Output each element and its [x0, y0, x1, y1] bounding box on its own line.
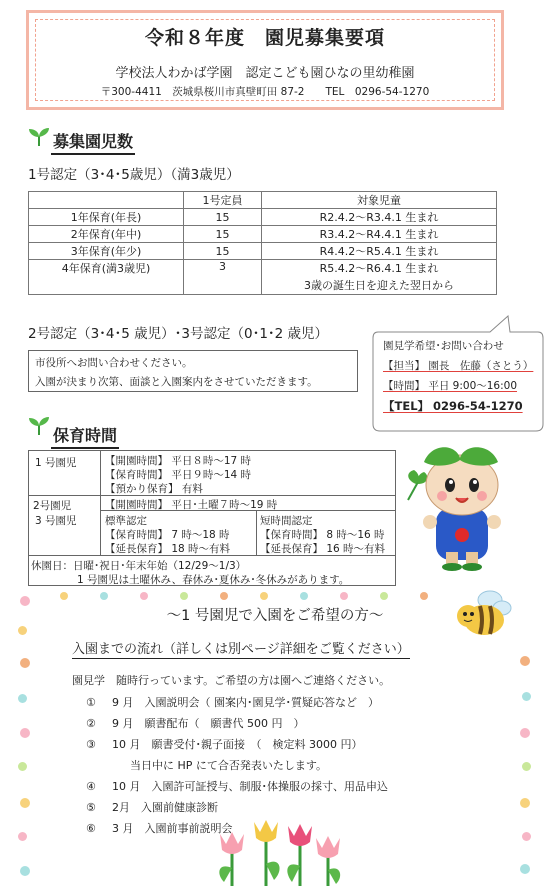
step-number: ③: [86, 738, 96, 751]
g23-open-cell: [101, 496, 395, 511]
row-label: 1年保育(年長): [29, 209, 184, 226]
std-title: 標準認定: [105, 515, 147, 527]
recruit-heading: 募集園児数: [51, 129, 135, 155]
school-name: 学校法人わかば学園 認定こども園ひなの里幼稚園: [115, 66, 415, 81]
deco-dot: [20, 798, 30, 808]
type23-line: 入園が決まり次第、面談と入園案内をさせていただきます。: [35, 376, 318, 388]
g1-line: 【保育時間】 平日９時～14 時: [105, 469, 252, 481]
step-number: ⑥: [86, 822, 96, 835]
page-title: 令和８年度 園児募集要項: [144, 27, 385, 49]
list-item: [86, 694, 388, 715]
row-label: 4年保育(満3歳児): [29, 260, 184, 295]
short-title: 短時間認定: [260, 515, 313, 527]
deco-dot: [300, 592, 308, 600]
table-header-row: [29, 192, 497, 209]
deco-dot: [520, 728, 530, 738]
g1-label: 1 号園児: [35, 457, 77, 469]
step-text: 10 月 入園許可証授与、制服･体操服の採寸、用品申込: [112, 780, 388, 793]
holidays: 休園日：日曜･祝日･年末年始（12/29～1/3）: [31, 560, 247, 572]
list-item: [86, 778, 388, 799]
row-capacity: 15: [184, 209, 262, 226]
step-number: ⑤: [86, 801, 96, 814]
holidays-note: 1 号園児は土曜休み、春休み･夏休み･冬休みがあります。: [77, 574, 350, 586]
type23-heading: 2号認定（3･4･5 歳児）･3号認定（0･1･2 歳児）: [28, 326, 329, 342]
type23-box: [28, 350, 358, 392]
deco-dot: [100, 592, 108, 600]
std-line: 【保育時間】 7 時～18 時: [105, 529, 230, 541]
g1-detail-cell: [101, 451, 395, 496]
list-item: [86, 757, 388, 778]
deco-dot: [260, 592, 268, 600]
step-number: ④: [86, 780, 96, 793]
step-text: 9 月 願書配布（ 願書代 500 円 ）: [112, 717, 305, 730]
contact-tel: 【TEL】 0296-54-1270: [383, 399, 523, 413]
row-target: R2.4.2～R3.4.1 生まれ: [262, 209, 497, 226]
deco-dot: [380, 592, 388, 600]
deco-dot: [220, 592, 228, 600]
admission-heading: ～1 号園児で入園をご希望の方～: [166, 608, 384, 624]
row-target-note: 3歳の誕生日を迎えた翌日から: [304, 279, 454, 292]
g1-line: 【開園時間】 平日８時～17 時: [105, 455, 252, 467]
hours-table: [28, 450, 396, 586]
deco-dot: [18, 762, 27, 771]
step-number: ②: [86, 717, 96, 730]
deco-dot: [180, 592, 188, 600]
short-line: 【保育時間】 8 時～16 時: [260, 529, 385, 541]
table-row: [29, 260, 497, 295]
deco-dot: [20, 866, 30, 876]
deco-dot: [20, 728, 30, 738]
deco-dot: [18, 694, 27, 703]
contact-title: 園見学希望･お問い合わせ: [383, 340, 504, 352]
header-box: [26, 10, 504, 110]
step-text: 9 月 入園説明会（ 園案内･園見学･質疑応答など ）: [112, 696, 379, 709]
short-cell: [257, 511, 395, 556]
table-header-cell: 対象児童: [262, 192, 497, 209]
deco-dot: [522, 762, 531, 771]
mascot-illustration: [398, 440, 520, 572]
g23-label: 3 号園児: [35, 515, 77, 527]
hours-heading: 保育時間: [51, 423, 119, 449]
table-row: [29, 243, 497, 260]
table-row: [29, 226, 497, 243]
row-target-cell: [262, 260, 497, 295]
std-line: 【延長保育】 18 時～有料: [105, 543, 231, 555]
deco-dot: [520, 798, 530, 808]
tulips-illustration: [210, 808, 350, 886]
list-item: [86, 715, 388, 736]
contact-bubble-shape: [370, 312, 550, 437]
g23-open: 【開園時間】 平日･土曜７時～19 時: [105, 499, 278, 511]
g1-label-cell: [29, 451, 101, 496]
std-cell: [101, 511, 257, 556]
row-target: R4.4.2～R5.4.1 生まれ: [262, 243, 497, 260]
admission-intro: 園見学 随時行っています。ご希望の方は園へご連絡ください。: [72, 674, 391, 687]
deco-dot: [520, 864, 530, 874]
deco-dot: [18, 626, 27, 635]
row-capacity: 15: [184, 243, 262, 260]
step-text: 2月 入園前健康診断: [112, 801, 218, 814]
table-header-cell: 1号定員: [184, 192, 262, 209]
contact-person: 【担当】 園長 佐藤（さとう）: [383, 360, 534, 372]
type1-heading: 1号認定（3･4･5歳児）（満3歳児）: [28, 167, 240, 183]
row-capacity: 3: [184, 260, 262, 295]
row-target: R3.4.2～R4.4.1 生まれ: [262, 226, 497, 243]
step-text: 10 月 願書受付･親子面接 （ 検定料 3000 円）: [112, 738, 363, 751]
admission-flow-title: 入園までの流れ（詳しくは別ページ詳細をご覧ください）: [72, 638, 410, 659]
g23-label-cell: [29, 496, 101, 556]
deco-dot: [420, 592, 428, 600]
step-number: ①: [86, 696, 96, 709]
deco-dot: [340, 592, 348, 600]
sprout-icon: [27, 416, 51, 436]
table-header-cell: [29, 192, 184, 209]
table-row: [29, 209, 497, 226]
g1-line: 【預かり保育】 有料: [105, 483, 203, 495]
recruit-table: [28, 191, 497, 295]
list-item: [86, 736, 388, 757]
row-label: 3年保育(年少): [29, 243, 184, 260]
step-text: 当日中に HP にて合否発表いたします。: [130, 759, 328, 772]
row-target: R5.4.2～R6.4.1 生まれ: [319, 262, 439, 275]
deco-dot: [60, 592, 68, 600]
deco-dot: [18, 832, 27, 841]
row-capacity: 15: [184, 226, 262, 243]
deco-dot: [522, 832, 531, 841]
sprout-icon: [27, 127, 51, 147]
g23-label: 2号園児: [33, 500, 72, 512]
deco-dot: [20, 658, 30, 668]
deco-dot: [522, 692, 531, 701]
deco-dot: [520, 656, 530, 666]
contact-time: 【時間】 平日 9:00～16:00: [383, 380, 518, 392]
step-text: 3 月 入園前事前説明会: [112, 822, 233, 835]
short-line: 【延長保育】 16 時～有料: [260, 543, 386, 555]
school-address: 〒300-4411 茨城県桜川市真壁町田 87-2 TEL 0296-54-1270: [100, 86, 430, 98]
type23-line: 市役所へお問い合わせください。: [35, 357, 193, 369]
row-label: 2年保育(年中): [29, 226, 184, 243]
deco-dot: [140, 592, 148, 600]
